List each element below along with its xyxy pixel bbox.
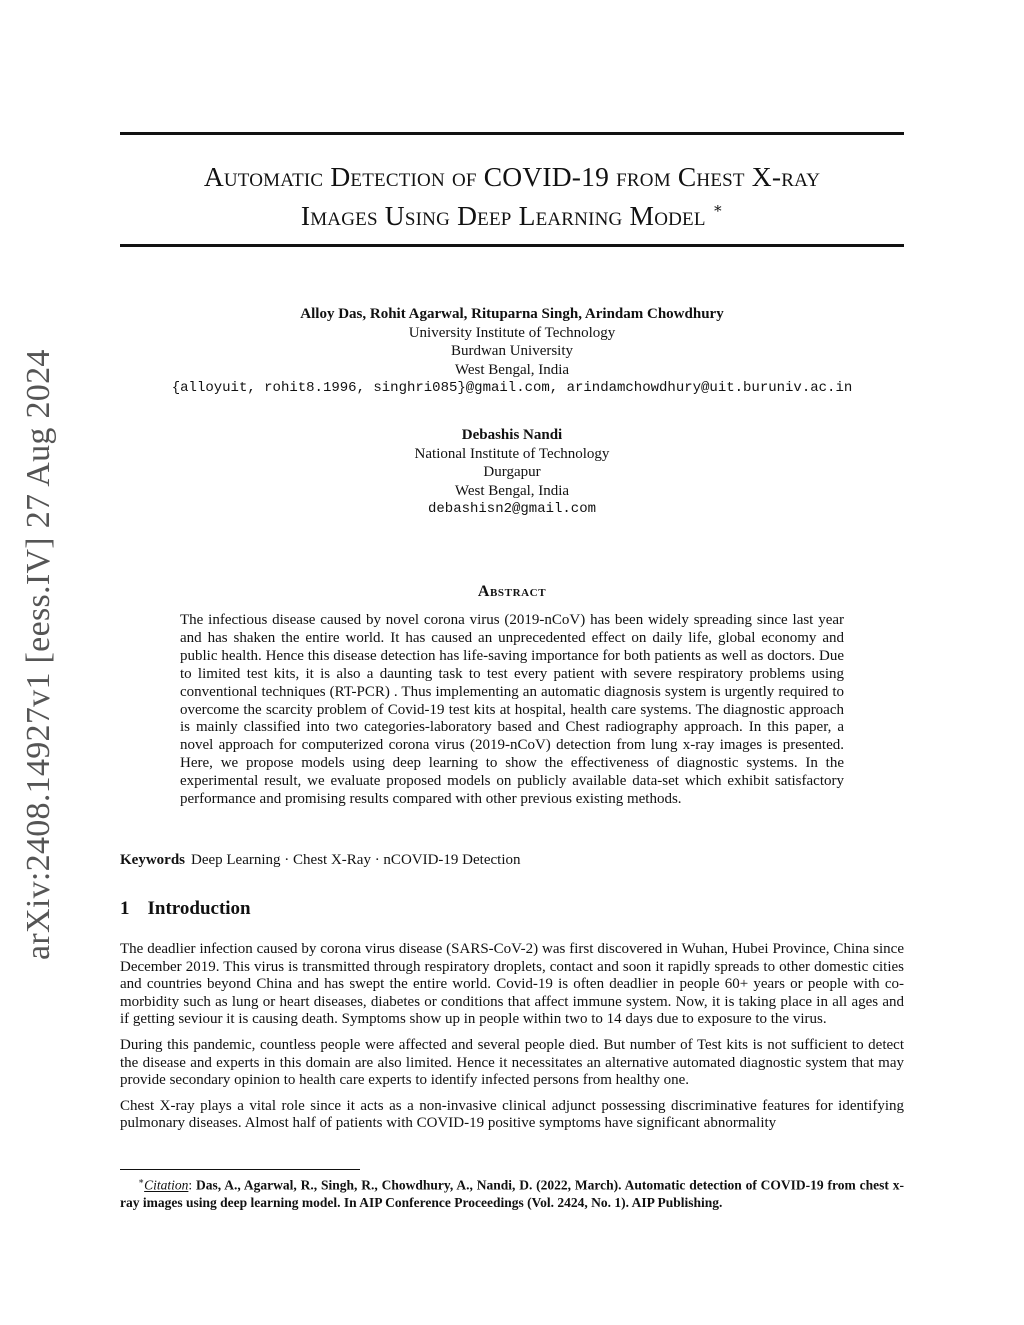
author-university: Durgapur: [483, 464, 541, 480]
footnote-citation-text: Das, A., Agarwal, R., Singh, R., Chowdhury, A., Nandi, D. (2022, March). Automatic detection of COVID-19 from chest x-ray images using deep learning model. In AIP Conference Proceedings (Vol. 2424, No. 1). AIP Publishing.: [120, 1177, 904, 1210]
author-location: West Bengal, India: [454, 482, 570, 499]
title-top-rule: [120, 132, 904, 135]
author-email[interactable]: {alloyuit, rohit8.1996, singhri085}@gmail.com, arindamchowdhury@uit.buruniv.ac.in: [171, 380, 853, 396]
arxiv-identifier: arXiv:2408.14927v1 [eess.IV] 27 Aug 2024: [20, 349, 57, 960]
author-email[interactable]: debashisn2@gmail.com: [427, 501, 597, 517]
footnote-label[interactable]: Citation: [144, 1177, 189, 1193]
keywords-line: [120, 852, 904, 869]
author-names: Debashis Nandi: [461, 427, 563, 443]
footnote-marker: ∗: [138, 1176, 145, 1186]
intro-paragraph-1: The deadlier infection caused by corona virus disease (SARS-CoV-2) was first discovered in Wuhan, Hubei Province, China since December 2019. This virus is transmitted through respiratory droplets, contact and soon it rapidly spreads to other domestic cities and countries beyond China and has swept the entire world. Covid-19 is often deadlier in people 60+ years or people with co-morbidity such as lung or heart diseases, diabetes or conditions that affect immune system. Now, it is taking place in all ages and if getting seviour it is causing death. Symptoms show up in people within two to 14 days due to exposure to the virus.: [120, 941, 904, 1028]
keywords-label: Keywords: [120, 852, 185, 868]
author-university: Burdwan University: [450, 343, 574, 359]
title-bottom-rule: [120, 244, 904, 247]
citation-footnote: ∗Citation: Das, A., Agarwal, R., Singh, R., Chowdhury, A., Nandi, D. (2022, March). Automatic detection of COVID-19 from chest x-ray images using deep learning model. In AIP Conference Proceedings (Vol. 2424, No. 1). AIP Publishing.: [120, 1176, 904, 1210]
intro-paragraph-3: Chest X-ray plays a vital role since it acts as a non-invasive clinical adjunct possessing discriminative features for identifying pulmonary diseases. Almost half of patients with COVID-19 positive symptoms have significant abnormality: [120, 1097, 904, 1132]
author-names: Alloy Das, Rohit Agarwal, Rituparna Singh, Arindam Chowdhury: [300, 306, 724, 322]
section-title: Introduction: [147, 898, 251, 919]
title-line-1: Automatic Detection of COVID-19 from Chest X-ray: [203, 161, 821, 192]
introduction-body: [120, 941, 904, 1141]
section-heading-introduction: [120, 898, 251, 920]
author-location: West Bengal, India: [454, 361, 570, 378]
intro-paragraph-2: During this pandemic, countless people were affected and several people died. But number of Test kits is not sufficient to detect the disease and experts in this domain are also limited. Hence it necessitates an alternative automated diagnostic system that may provide secondary opinion to health care experts to identify infected persons from healthy one.: [120, 1036, 904, 1089]
author-block-1: [120, 305, 904, 398]
paper-title: [120, 160, 904, 233]
title-line-2-text: Images Using Deep Learning Model: [300, 200, 706, 232]
author-block-2: [120, 426, 904, 519]
abstract-heading: Abstract: [477, 583, 547, 600]
footnote-rule: [120, 1169, 360, 1170]
abstract-text: The infectious disease caused by novel corona virus (2019-nCoV) has been widely spreading since last year and has shaken the entire world. It has caused an unprecedented effect on daily life, global economy and public health. Hence this disease detection has life-saving importance for both patients as well as doctors. Due to limited test kits, it is also a daunting task to test every patient with severe respiratory problems using conventional techniques (RT-PCR) . Thus implementing an automatic diagnosis system is urgently required to overcome the scarcity problem of Covid-19 test kits at hospital, health care systems. The diagnostic approach is mainly classified into two categories-laboratory based and Chest radiography approach. In this paper, a novel approach for computerized corona virus (2019-nCoV) detection from lung x-ray images is presented. Here, we propose models using deep learning to show the effectiveness of diagnostic systems. In the experimental result, we evaluate proposed models on publicly available data-set which exhibit satisfactory performance and promising results compared with other previous existing methods.: [180, 612, 844, 808]
section-number: 1: [120, 898, 130, 919]
title-line-2: [120, 194, 904, 233]
keywords-text: Deep Learning · Chest X-Ray · nCOVID-19 Detection: [191, 852, 521, 868]
title-footnote-marker: ∗: [712, 201, 724, 217]
author-institution: National Institute of Technology: [414, 445, 610, 462]
author-institution: University Institute of Technology: [408, 324, 616, 341]
